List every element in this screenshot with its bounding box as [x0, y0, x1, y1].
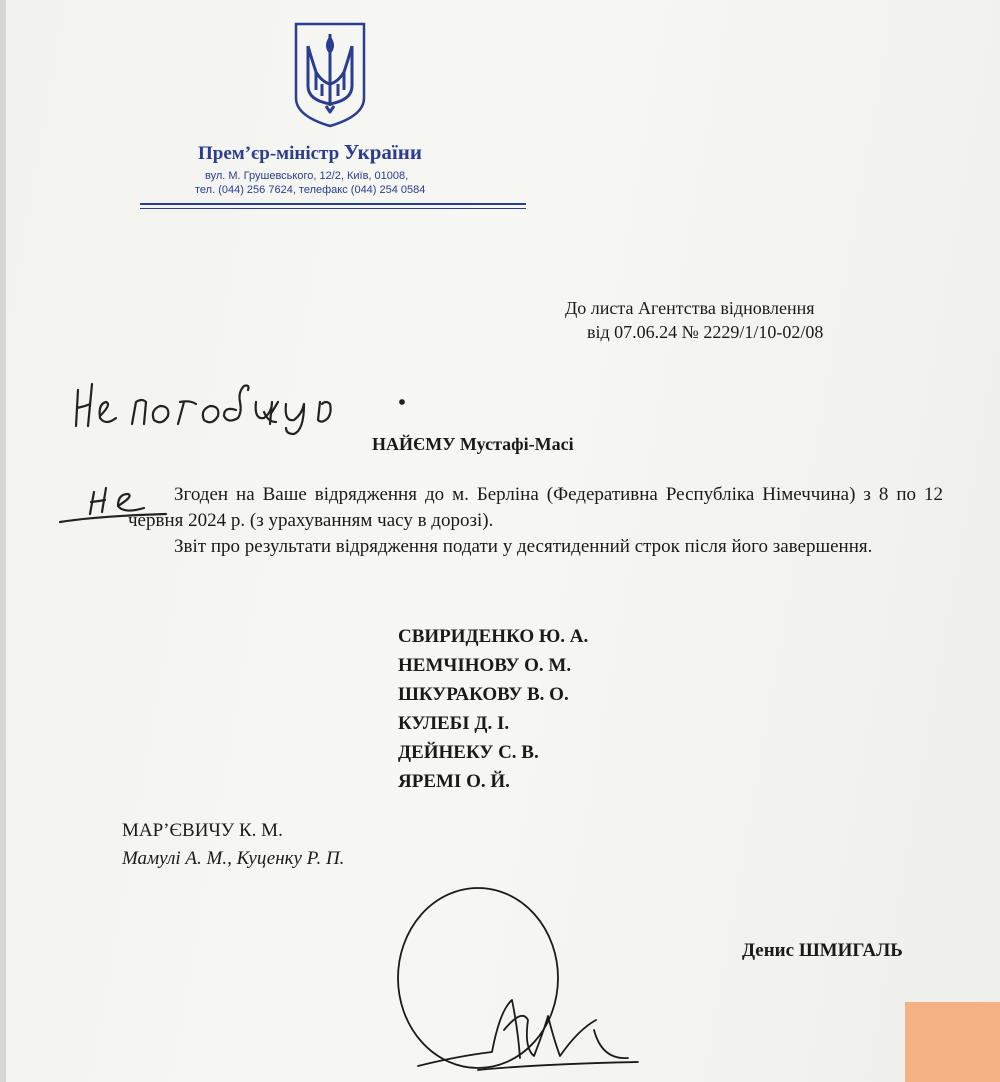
letterhead-rule-top	[140, 203, 526, 205]
letterhead-phones: тел. (044) 256 7624, телефакс (044) 254 0584	[195, 184, 426, 196]
paper-edge	[0, 0, 6, 1082]
letterhead-title: Прем’єр-міністр України	[198, 140, 422, 164]
recipient: НЕМЧІНОВУ О. М.	[398, 655, 572, 676]
recipient: СВИРИДЕНКО Ю. А.	[398, 626, 589, 647]
recipient: ДЕЙНЕКУ С. В.	[398, 742, 539, 763]
recipient: ЯРЕМІ О. Й.	[398, 771, 510, 792]
recipient: ШКУРАКОВУ В. О.	[398, 684, 569, 705]
copy-recipients-secondary: Мамулі А. М., Куценку Р. П.	[122, 848, 345, 869]
letterhead-address: вул. М. Грушевського, 12/2, Київ, 01008,	[205, 170, 409, 182]
reference-line-2: від 07.06.24 № 2229/1/10-02/08	[587, 322, 824, 342]
letterhead-country: України	[343, 140, 422, 164]
recipients-list	[398, 622, 588, 796]
trident-emblem-icon	[292, 20, 368, 128]
reference-line-1: До листа Агентства відновлення	[565, 298, 815, 318]
handwritten-signature	[388, 880, 648, 1080]
letter-body	[128, 482, 943, 560]
reference-block	[565, 296, 823, 344]
copy-recipient: МАР’ЄВИЧУ К. М.	[122, 820, 283, 841]
signer-name: Денис ШМИГАЛЬ	[742, 940, 903, 961]
addressee: НАЙЄМУ Мустафі-Масі	[372, 434, 574, 454]
body-paragraph-2: Звіт про результати відрядження подати у десятиденний строк після його завершення.	[174, 536, 873, 557]
letterhead-rule-bottom	[140, 208, 526, 209]
body-paragraph-1: Згоден на Ваше відрядження до м. Берліна (Федеративна Республіка Німеччина) з 8 по 12 червня 2024 р. (з урахуванням часу в дорозі).	[128, 484, 943, 531]
recipient: КУЛЕБІ Д. І.	[398, 713, 510, 734]
corner-patch	[905, 1002, 1000, 1082]
handwritten-resolution	[72, 372, 412, 436]
